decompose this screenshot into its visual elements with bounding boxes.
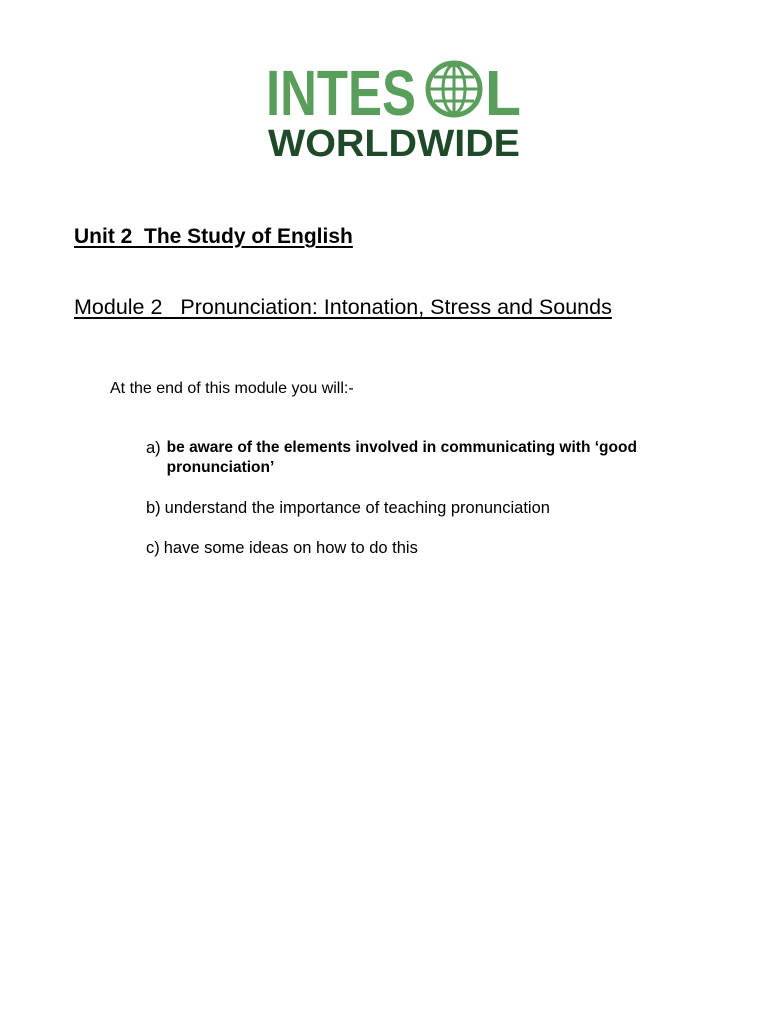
objective-text: be aware of the elements involved in communicating with ‘good pronunciation’ (166, 439, 637, 476)
objective-item-a (146, 438, 706, 478)
objective-text: have some ideas on how to do this (163, 539, 418, 557)
globe-icon (428, 63, 480, 115)
logo-line1-left: INTES (266, 58, 416, 129)
intro-text: At the end of this module you will:- (110, 380, 354, 397)
logo-graphic (266, 58, 524, 160)
unit-title: Unit 2 The Study of English (74, 225, 353, 248)
objective-marker: b) (146, 499, 161, 517)
intesol-worldwide-logo (266, 58, 524, 160)
objective-text: understand the importance of teaching pronunciation (164, 499, 550, 517)
objectives-list (146, 438, 706, 558)
objective-marker: c) (146, 539, 160, 557)
logo-line1-right: L (485, 58, 521, 129)
objective-item-b (146, 498, 706, 518)
objective-marker: a) (146, 439, 161, 457)
objective-item-c (146, 538, 706, 558)
logo-line2: WORLDWIDE (268, 123, 520, 160)
module-title: Module 2 Pronunciation: Intonation, Stress and Sounds (74, 295, 612, 319)
